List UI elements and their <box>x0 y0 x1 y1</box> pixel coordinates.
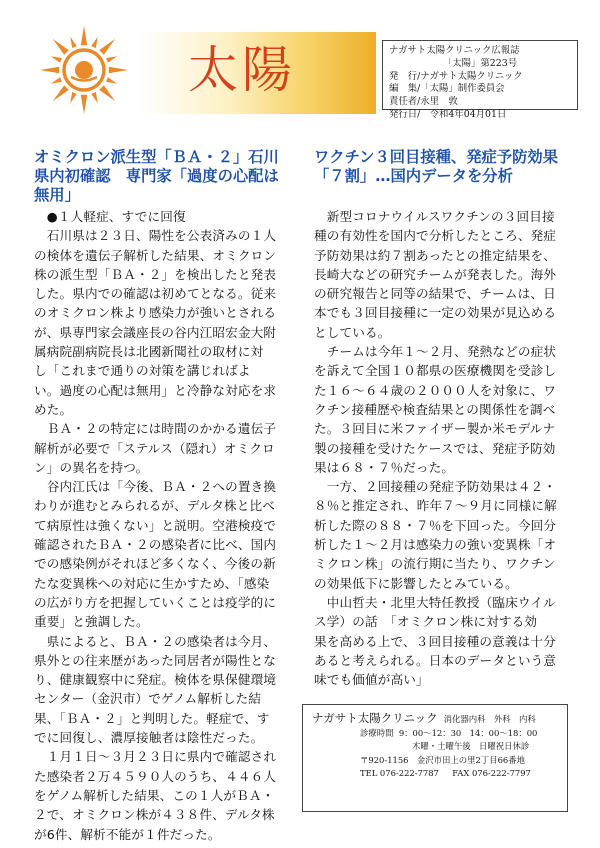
article-line: 石川県は２３日、陽性を公表済みの１人 <box>34 228 277 244</box>
article-line: 中山哲夫・北里大特任教授（臨床ウイル <box>314 594 556 610</box>
article-line: て病原性は強くない」と説明。空港検疫で <box>34 517 277 533</box>
article-line: 味でも価値が高い」 <box>314 672 429 688</box>
info-line-responsible: 責任者/永里 敦 <box>389 96 458 108</box>
sun-ray <box>53 39 69 55</box>
sun-ray <box>70 92 77 103</box>
article-line: 析した１～２月は感染力の強い変異株「オ <box>314 537 557 553</box>
article-line: センター（金沢市）でゲノム解析した結 <box>34 691 262 707</box>
article-line: でに回復し、濃厚接触者は陰性だった。 <box>34 730 264 746</box>
article-line: 県外との往来歴があった同居者が陽性とな <box>34 652 277 668</box>
article-line: した。県内での確認は初めてとなる。従来 <box>34 286 277 302</box>
article-line: １月１日～３月２３日に県内で確認され <box>34 749 277 765</box>
sun-ray <box>81 95 87 114</box>
sun-ray <box>91 92 98 103</box>
article-line: が6件、解析不能が１件だった。 <box>34 826 221 842</box>
article-line: の検体を遺伝子解析した結果、オミクロン <box>34 247 277 263</box>
article-line: めた。 <box>34 401 73 417</box>
sun-ray <box>91 37 98 48</box>
article-line: クチン接種歴や検査結果との関係性を調べ <box>314 401 556 417</box>
publication-info-box <box>382 40 578 120</box>
clinic-hours: 9：00～12：30 14：00～18：00 <box>398 727 538 738</box>
sun-core <box>75 61 93 79</box>
info-line-publisher: 発 行/ナガサト太陽クリニック <box>389 70 523 82</box>
sun-ray <box>99 85 115 101</box>
info-line-publication: ナガサト太陽クリニック広報誌 <box>389 45 520 56</box>
sun-ray <box>81 26 87 45</box>
article-line: 果を高める上で、３回目接種の意義は十分 <box>314 633 556 649</box>
article-line: としている。 <box>314 324 391 340</box>
article-line: た。３回目に米ファイザー製か米モデルナ <box>314 421 556 437</box>
article-line: 一方、２回接種の発症予防効果は４２・ <box>314 479 557 495</box>
article-line: の研究報告と同等の結果で、チームは、日 <box>314 286 556 302</box>
article-line: 予防効果は約７割あったとの推定結果を、 <box>314 247 557 263</box>
headline-line: ワクチン３回目接種、発症予防効果 <box>314 148 558 166</box>
article-line: が、県専門家会議座長の谷内江昭宏金大附 <box>34 324 277 340</box>
article-line: い。過度の心配は無用」と冷静な対応を求 <box>34 382 277 398</box>
article-line: 果は６８・７％だった。 <box>314 459 455 475</box>
clinic-address: 〒920-1156 金沢市田上の里2丁目66番地 <box>360 754 525 765</box>
article-line: の広がり方を把握していくことは疫学的に <box>34 594 277 610</box>
article-line: 重要」と強調した。 <box>34 614 149 630</box>
article-line: を訴えて全国１０都県の医療機関を受診し <box>314 363 557 379</box>
sun-logo <box>34 20 134 120</box>
article-line: ス学）の話 「オミクロン株に対する効 <box>314 614 538 630</box>
clinic-info-box <box>302 704 568 812</box>
right-article-body <box>314 207 580 689</box>
article-line: 果、「ＢＡ・２」と判明した。軽症で、す <box>34 710 270 726</box>
article-line: 属病院副病院長は北國新聞社の取材に対 <box>34 344 264 360</box>
article-line: り、健康観察中に発症。検体を県保健環境 <box>34 672 277 688</box>
headline-line: オミクロン派生型「ＢＡ・２」石川 <box>34 148 279 166</box>
article-line: あると考えられる。日本のデータという意 <box>314 652 557 668</box>
article-line: 本でも３回目接種に一定の効果が見込める <box>314 305 557 321</box>
clinic-departments: 消化器内科 外科 内科 <box>443 714 536 724</box>
article-line: 株の派生型「ＢＡ・２」を検出したと発表 <box>34 266 277 282</box>
left-article-body <box>34 207 300 844</box>
sun-ray <box>70 37 77 48</box>
article-line: をゲノム解析した結果、この１人がＢＡ・ <box>34 787 275 803</box>
article-line: ８％と推定され、昨年７～９月に同様に解 <box>314 498 557 514</box>
headline-line: 県内初確認 専門家「過度の心配は <box>34 167 279 186</box>
sun-ray <box>51 77 62 84</box>
article-line: 新型コロナウイルスワクチンの３回目接 <box>314 209 555 224</box>
article-line: ン」の異名を持つ。 <box>34 459 149 475</box>
article-line: ●１人軽症、すでに回復 <box>34 209 186 224</box>
article-line: た感染者２万４５９０人のうち、４４６人 <box>34 768 277 784</box>
article-line: 解析が必要で「ステルス（隠れ）オミクロ <box>34 440 275 456</box>
article-line: ＢＡ・２の特定には時間のかかる遺伝子 <box>34 421 277 437</box>
article-line: 確認されたＢＡ・２の感染者に比べ、国内 <box>34 537 277 553</box>
article-line: ミクロン株」の流行期に当たり、ワクチン <box>314 556 556 572</box>
left-article-headline <box>34 148 279 206</box>
info-line-issue: 「太陽」第223号 <box>442 57 518 69</box>
sun-ray <box>99 39 115 55</box>
article-line: 析した際の８８・７％を下回った。今回分 <box>314 517 557 533</box>
article-line: ２で、オミクロン株が４３８件、デルタ株 <box>34 807 275 823</box>
sun-ray <box>40 67 59 73</box>
article-line: た１６～６４歳の２０００人を対象に、ワ <box>314 382 557 398</box>
article-line: し「これまで通りの対策を講じればよ <box>34 363 251 379</box>
info-line-date: 発行日/ 令和4年04月01日 <box>389 108 507 120</box>
sun-ray <box>106 56 117 63</box>
clinic-fax: FAX 076-222-7797 <box>452 768 531 779</box>
masthead-banner <box>138 32 376 114</box>
clinic-hours-label: 診療時間 <box>360 727 394 738</box>
article-line: のオミクロン株より感染力が強いとされる <box>34 305 277 321</box>
clinic-name: ナガサト太陽クリニック <box>312 712 438 725</box>
sun-ray <box>106 77 117 84</box>
masthead-title: 太陽 <box>188 41 296 99</box>
headline-line: 無用」 <box>34 186 80 205</box>
info-line-editor: 編 集/「太陽」制作委員会 <box>389 83 505 95</box>
article-line: チームは今年１～２月、発熱などの症状 <box>314 344 557 360</box>
article-line: 製の接種を受けたケースでは、発症予防効 <box>314 440 556 456</box>
article-line: 県によると、ＢＡ・２の感染者は今月、 <box>34 633 277 649</box>
article-line: 谷内江氏は「今後、ＢＡ・２への置き換 <box>34 479 277 495</box>
sun-ray <box>53 85 69 101</box>
clinic-closed-days: 木曜・土曜午後 日曜祝日休診 <box>412 741 530 752</box>
right-article-headline <box>314 148 558 186</box>
article-line: 種の有効性を国内で分析したところ、発症 <box>314 228 557 244</box>
article-line: わりが進むとみられるが、デルタ株と比べ <box>34 498 275 514</box>
article-line: での感染例がそれほど多くなく、今後の新 <box>34 556 276 572</box>
sun-ray <box>109 67 128 73</box>
headline-line: 「７割」…国内データを分析 <box>314 167 513 186</box>
clinic-tel: TEL 076-222-7787 <box>360 768 439 779</box>
article-line: の効果低下に影響したとみている。 <box>314 575 518 591</box>
article-line: たな変異株への対応に生かすため、「感染 <box>34 575 270 591</box>
sun-ray <box>51 56 62 63</box>
article-line: 長崎大などの研究チームが発表した。海外 <box>314 266 557 282</box>
